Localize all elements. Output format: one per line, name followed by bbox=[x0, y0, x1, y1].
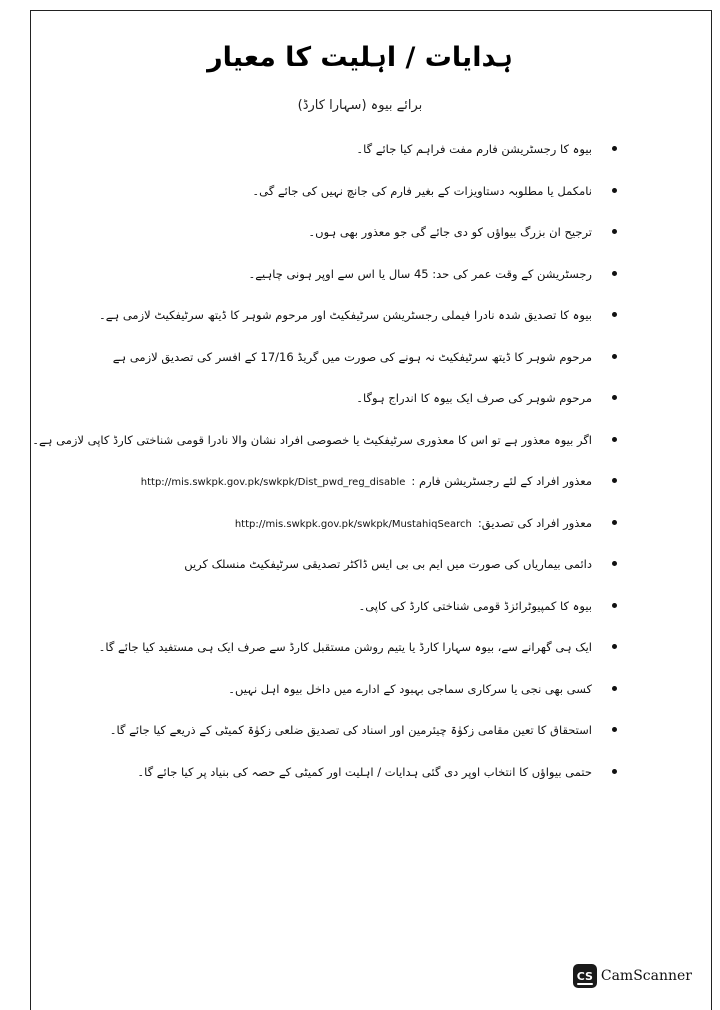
bullet-icon bbox=[612, 727, 617, 732]
bullet-icon bbox=[612, 603, 617, 608]
list-item bbox=[72, 265, 592, 307]
camscanner-logo-icon: CS bbox=[573, 964, 597, 988]
list-item-text: اگر بیوہ معذور ہے تو اس کا معذوری سرٹیفکیٹ یا خصوصی افراد نشان والا نادرا قومی شناختی کارڈ کاپی لازمی ہے۔ bbox=[32, 432, 592, 447]
list-item-link[interactable]: http://mis.swkpk.gov.pk/swkpk/Dist_pwd_reg_disable bbox=[140, 477, 406, 488]
list-item bbox=[72, 555, 592, 597]
list-item-text: ایک ہی گھرانے سے، بیوہ سہارا کارڈ یا یتیم روشن مستقبل کارڈ سے صرف ایک ہی مستفید کیا جائے گا۔ bbox=[98, 640, 592, 654]
list-item bbox=[72, 597, 592, 639]
bullet-icon bbox=[612, 686, 617, 691]
list-item-text: معذور افراد کی تصدیق: bbox=[477, 515, 592, 530]
list-item-text: ترجیح ان بزرگ بیواؤں کو دی جائے گی جو معذور بھی ہوں۔ bbox=[308, 225, 592, 239]
camscanner-watermark bbox=[573, 964, 692, 988]
bullet-icon bbox=[612, 644, 617, 649]
list-item bbox=[72, 348, 592, 390]
bullet-icon bbox=[612, 146, 617, 151]
bullet-icon bbox=[612, 478, 617, 483]
list-item bbox=[72, 638, 592, 680]
list-item-text: رجسٹریشن کے وقت عمر کی حد: 45 سال یا اس سے اوپر ہونی چاہیے۔ bbox=[248, 266, 592, 281]
list-item-text: مرحوم شوہر کا ڈیتھ سرٹیفکیٹ نہ ہونے کی صورت میں گریڈ 17/16 کے افسر کی تصدیق لازمی ہے bbox=[112, 349, 592, 364]
page-title: ہدایات / اہلیت کا معیار bbox=[207, 42, 513, 73]
list-item bbox=[72, 182, 592, 224]
list-item bbox=[72, 389, 592, 431]
list-item-text: استحقاق کا تعین مقامی زکوٰۃ چیئرمین اور اسناد کی تصدیق ضلعی زکوٰۃ کمیٹی کے ذریعے کیا جائے گا۔ bbox=[109, 723, 592, 737]
list-item bbox=[72, 721, 592, 763]
list-item bbox=[72, 514, 592, 556]
bullet-icon bbox=[612, 520, 617, 525]
list-item-text: مرحوم شوہر کی صرف ایک بیوہ کا اندراج ہوگا۔ bbox=[356, 391, 592, 405]
list-item bbox=[72, 763, 592, 805]
list-item-text: بیوہ کا رجسٹریشن فارم مفت فراہم کیا جائے گا۔ bbox=[356, 142, 592, 156]
list-item-text: نامکمل یا مطلوبہ دستاویزات کے بغیر فارم کی جانچ نہیں کی جائے گی۔ bbox=[252, 183, 592, 198]
list-item-text: معذور افراد کے لئے رجسٹریشن فارم : bbox=[411, 474, 592, 488]
list-item bbox=[72, 140, 592, 182]
bullet-icon bbox=[612, 395, 617, 400]
bullet-icon bbox=[612, 354, 617, 359]
list-item bbox=[32, 431, 592, 473]
bullet-icon bbox=[612, 312, 617, 317]
list-item-text: بیوہ کا تصدیق شدہ نادرا فیملی رجسٹریشن سرٹیفکیٹ اور مرحوم شوہر کا ڈیتھ سرٹیفکیٹ لازمی ہے۔ bbox=[98, 308, 592, 322]
bullet-icon bbox=[612, 188, 617, 193]
bullet-icon bbox=[612, 437, 617, 442]
list-item-link[interactable]: http://mis.swkpk.gov.pk/swkpk/MustahiqSearch bbox=[234, 518, 472, 530]
list-item-text: حتمی بیواؤں کا انتخاب اوپر دی گئی ہدایات / اہلیت اور کمیٹی کے حصہ کی بنیاد پر کیا جائے گا۔ bbox=[137, 764, 592, 779]
page-subtitle: برائے بیوہ (سہارا کارڈ) bbox=[297, 98, 423, 113]
list-item-text: دائمی بیماریاں کی صورت میں ایم بی بی ایس ڈاکٹر تصدیقی سرٹیفکیٹ منسلک کریں bbox=[184, 557, 592, 571]
list-item bbox=[72, 223, 592, 265]
camscanner-label: CamScanner bbox=[600, 968, 692, 984]
instructions-list bbox=[32, 140, 592, 804]
list-item bbox=[72, 306, 592, 348]
list-item-text: بیوہ کا کمپیوٹرائزڈ قومی شناختی کارڈ کی کاپی۔ bbox=[358, 598, 592, 613]
list-item-text: کسی بھی نجی یا سرکاری سماجی بہبود کے ادارے میں داخل بیوہ اہل نہیں۔ bbox=[228, 681, 592, 696]
bullet-icon bbox=[612, 271, 617, 276]
list-item bbox=[72, 680, 592, 722]
bullet-icon bbox=[612, 769, 617, 774]
bullet-icon bbox=[612, 561, 617, 566]
bullet-icon bbox=[612, 229, 617, 234]
list-item bbox=[72, 472, 592, 514]
